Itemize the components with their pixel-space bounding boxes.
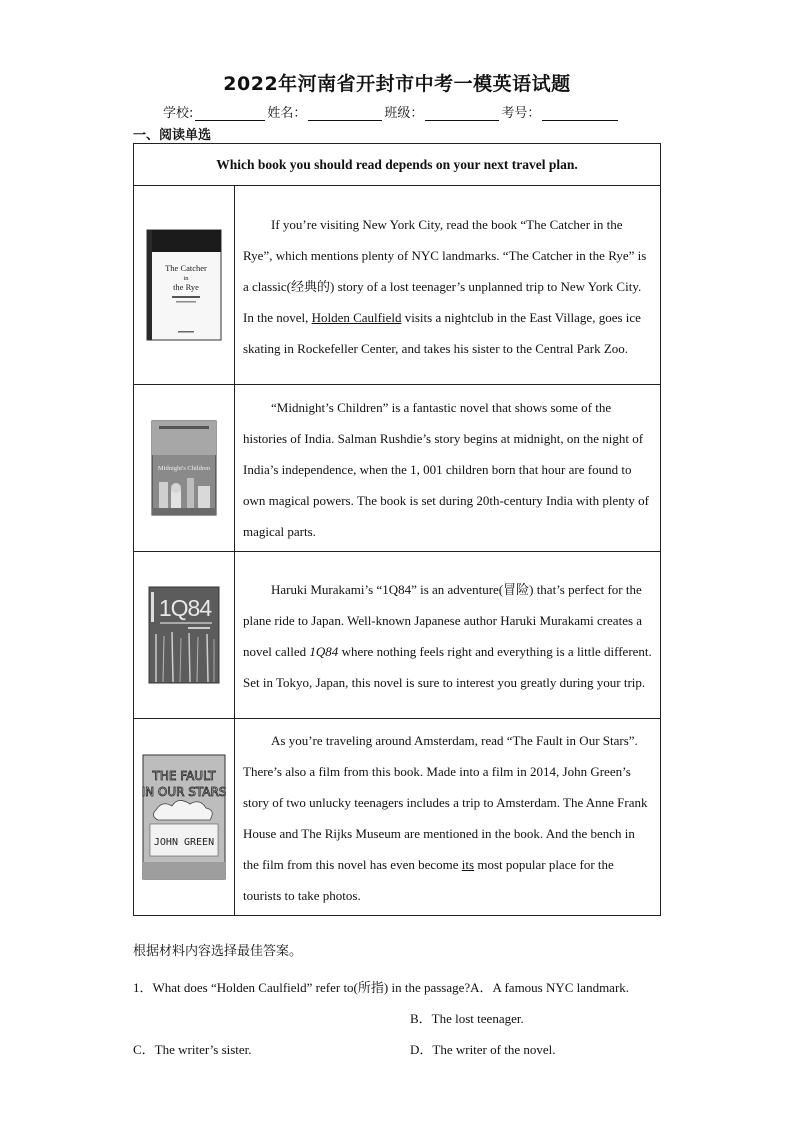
table-row bbox=[134, 186, 661, 385]
italic-title: 1Q84 bbox=[309, 644, 339, 659]
book-description: If you’re visiting New York City, read the book “The Catcher in the Rye”, which mentions plenty of NYC landmarks. “The Catcher in the Rye” is a classic(经典的) story of a lost teenager’s unplanned trip to New York City. In the novel, Holden Caulfield visits a nightclub in the East Village, goes ice skating in Rockefeller Center, and takes his sister to the Central Park Zoo. bbox=[235, 186, 661, 385]
question-1 bbox=[133, 972, 673, 1003]
question-instruction: 根据材料内容选择最佳答案。 bbox=[133, 944, 303, 959]
fault-in-our-stars-cover-icon bbox=[142, 754, 226, 880]
underlined-term: its bbox=[461, 857, 475, 872]
name-label: 姓名： bbox=[267, 106, 307, 121]
svg-text:THE FAULT: THE FAULT bbox=[152, 769, 216, 783]
school-blank[interactable] bbox=[195, 106, 265, 121]
svg-text:in: in bbox=[183, 275, 189, 282]
table-row bbox=[134, 385, 661, 552]
underlined-term: Holden Caulfield bbox=[311, 309, 402, 325]
student-info-line bbox=[163, 102, 620, 121]
option-c[interactable]: C．The writer’s sister. bbox=[133, 1042, 252, 1057]
questions-section bbox=[133, 940, 673, 1065]
option-b[interactable]: B．The lost teenager. bbox=[410, 1011, 524, 1026]
reading-table bbox=[133, 143, 661, 916]
svg-text:The Catcher: The Catcher bbox=[165, 263, 207, 273]
book-description: “Midnight’s Children” is a fantastic novel that shows some of the histories of India. Salman Rushdie’s story begins at midnight, on the night of India’s independence, when the 1, 001 children born that hour are found to own magical powers. The book is set during 20th-century India with plenty of magical parts. bbox=[235, 385, 661, 552]
svg-text:JOHN GREEN: JOHN GREEN bbox=[153, 837, 215, 848]
book-cover-cell bbox=[134, 186, 235, 385]
book-description: As you’re traveling around Amsterdam, read “The Fault in Our Stars”. There’s also a film from this book. Made into a film in 2014, John Green’s story of two unlucky teenagers includes a trip to Amsterdam. The Anne Frank House and The Rijks Museum are mentioned in the book. And the bench in the film from this novel has even become its most popular place for the tourists to take photos. bbox=[235, 719, 661, 916]
option-a[interactable]: A．A famous NYC landmark. bbox=[470, 980, 630, 995]
options-row bbox=[133, 1034, 673, 1065]
option-d[interactable]: D．The writer of the novel. bbox=[410, 1042, 556, 1057]
svg-text:Midnight's Children: Midnight's Children bbox=[157, 465, 211, 472]
class-label: 班级： bbox=[384, 106, 424, 121]
svg-text:the Rye: the Rye bbox=[173, 282, 199, 292]
table-row bbox=[134, 552, 661, 719]
svg-text:1Q84: 1Q84 bbox=[158, 595, 212, 621]
book-cover-cell bbox=[134, 385, 235, 552]
class-blank[interactable] bbox=[425, 106, 499, 121]
book-cover-cell bbox=[134, 552, 235, 719]
number-blank[interactable] bbox=[542, 106, 618, 121]
name-blank[interactable] bbox=[308, 106, 382, 121]
table-header: Which book you should read depends on your next travel plan. bbox=[134, 144, 661, 186]
question-stem: 1．What does “Holden Caulfield” refer to(所指) in the passage? bbox=[133, 980, 471, 995]
book-description: Haruki Murakami’s “1Q84” is an adventure(冒险) that’s perfect for the plane ride to Japan. Well-known Japanese author Haruki Murakami creates a novel called 1Q84 where nothing feels right and everything is a little different. Set in Tokyo, Japan, this novel is sure to interest you greatly during your trip. bbox=[235, 552, 661, 719]
options-row bbox=[133, 1003, 673, 1034]
midnights-children-cover-icon bbox=[151, 420, 217, 516]
1q84-cover-icon bbox=[148, 586, 220, 684]
exam-title: 2022年河南省开封市中考一模英语试题 bbox=[223, 73, 571, 95]
svg-text:IN OUR STARS: IN OUR STARS bbox=[142, 785, 226, 799]
table-row bbox=[134, 719, 661, 916]
number-label: 考号： bbox=[501, 106, 541, 121]
catcher-in-the-rye-cover-icon bbox=[146, 229, 222, 341]
section-title: 一、阅读单选 bbox=[133, 128, 212, 143]
book-cover-cell bbox=[134, 719, 235, 916]
school-label: 学校: bbox=[163, 106, 194, 121]
